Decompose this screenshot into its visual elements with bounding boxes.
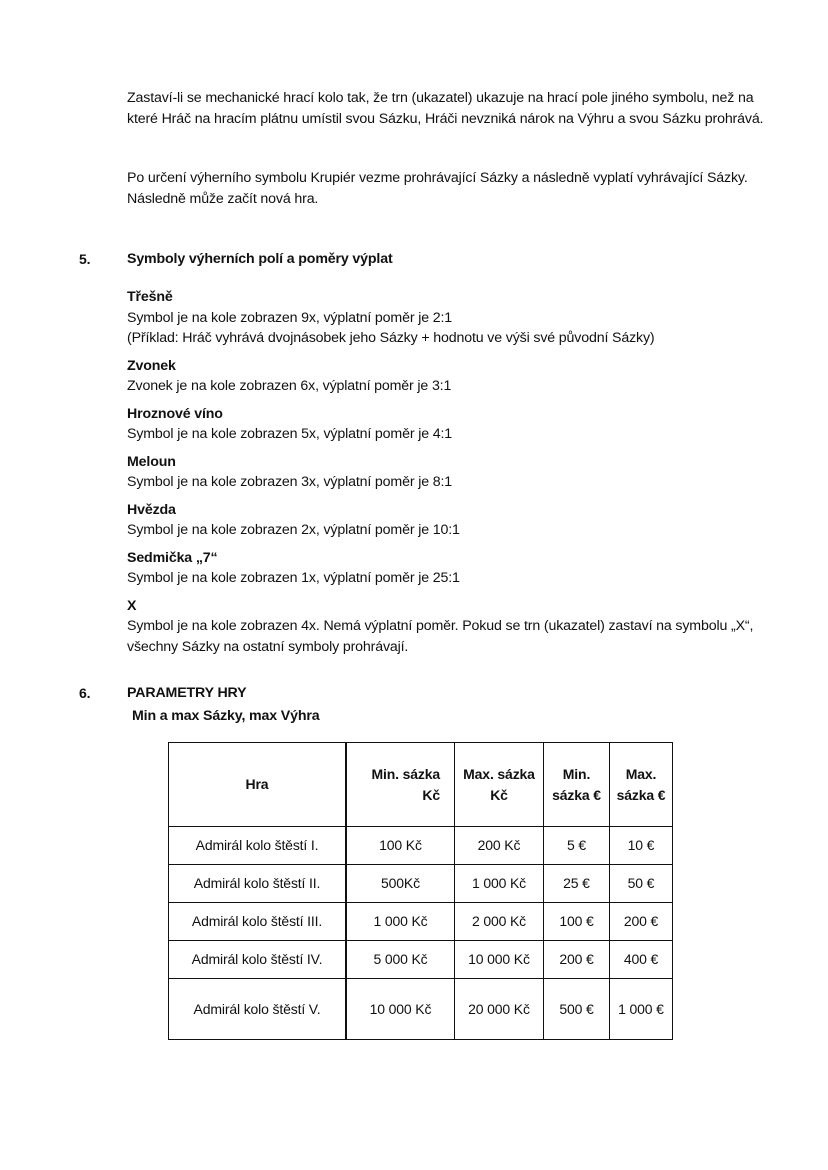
cell-max-eur: 50 € <box>610 865 673 903</box>
table-row <box>169 903 673 941</box>
symbol-example: (Příklad: Hráč vyhrává dvojnásobek jeho Sázky + hodnotu ve výši své původní Sázky) <box>127 330 655 346</box>
header-min-bet-czk: Min. sázka Kč <box>346 743 455 827</box>
cell-min-eur: 100 € <box>544 903 610 941</box>
game-parameters-table <box>168 742 673 1040</box>
cell-min-czk: 5 000 Kč <box>346 941 455 979</box>
table-row <box>169 979 673 1040</box>
table-row <box>169 941 673 979</box>
header-min-bet-eur: Min. sázka € <box>544 743 610 827</box>
cell-min-czk: 100 Kč <box>346 827 455 865</box>
cell-min-eur: 500 € <box>544 979 610 1040</box>
cell-min-eur: 5 € <box>544 827 610 865</box>
symbol-name: Meloun <box>127 453 176 470</box>
header-game: Hra <box>169 743 347 827</box>
table-row <box>169 865 673 903</box>
section-6-number: 6. <box>79 685 91 701</box>
symbol-description: Symbol je na kole zobrazen 1x, výplatní poměr je 25:1 <box>127 570 460 586</box>
cell-max-eur: 200 € <box>610 903 673 941</box>
cell-game: Admirál kolo štěstí I. <box>169 827 347 865</box>
symbol-item-grapes <box>127 404 767 445</box>
symbol-description: Symbol je na kole zobrazen 4x. Nemá výplatní poměr. Pokud se trn (ukazatel) zastaví na symbolu „X“, všechny Sázky na ostatní symboly prohrávají. <box>127 618 754 655</box>
symbol-name: Hvězda <box>127 501 176 518</box>
symbol-name: Hroznové víno <box>127 405 223 422</box>
cell-max-eur: 1 000 € <box>610 979 673 1040</box>
section-6-subtitle: Min a max Sázky, max Výhra <box>132 708 320 724</box>
symbol-description: Symbol je na kole zobrazen 2x, výplatní poměr je 10:1 <box>127 522 460 538</box>
cell-game: Admirál kolo štěstí V. <box>169 979 347 1040</box>
symbol-item-cherries <box>127 287 767 349</box>
symbol-item-melon <box>127 452 767 493</box>
cell-game: Admirál kolo štěstí IV. <box>169 941 347 979</box>
header-max-bet-czk: Max. sázka Kč <box>455 743 544 827</box>
symbol-description: Zvonek je na kole zobrazen 6x, výplatní poměr je 3:1 <box>127 378 452 394</box>
symbol-name: Sedmička „7“ <box>127 549 218 566</box>
table-row <box>169 827 673 865</box>
section-5-title: Symboly výherních polí a poměry výplat <box>127 251 393 267</box>
symbol-item-x <box>127 596 767 658</box>
cell-min-czk: 500Kč <box>346 865 455 903</box>
cell-min-eur: 200 € <box>544 941 610 979</box>
symbol-name: X <box>127 597 137 614</box>
cell-max-czk: 200 Kč <box>455 827 544 865</box>
section-6-title: PARAMETRY HRY <box>127 685 247 701</box>
cell-game: Admirál kolo štěstí III. <box>169 903 347 941</box>
symbol-name: Třešně <box>127 289 173 305</box>
cell-max-czk: 10 000 Kč <box>455 941 544 979</box>
paragraph-wheel-stop: Zastaví-li se mechanické hrací kolo tak, že trn (ukazatel) ukazuje na hrací pole jiného symbolu, než na které Hráč na hracím plátnu umístil svou Sázku, Hráči nevzniká nárok na Výhru a svou Sázku prohrává. <box>127 90 764 127</box>
symbol-description: Symbol je na kole zobrazen 5x, výplatní poměr je 4:1 <box>127 426 452 442</box>
symbol-item-star <box>127 500 767 541</box>
cell-min-czk: 10 000 Kč <box>346 979 455 1040</box>
symbol-item-seven <box>127 548 767 589</box>
section-5-number: 5. <box>79 251 91 267</box>
header-max-bet-eur: Max. sázka € <box>610 743 673 827</box>
cell-max-eur: 10 € <box>610 827 673 865</box>
table-header-row <box>169 743 673 827</box>
symbols-list <box>127 287 767 664</box>
symbol-item-bell <box>127 356 767 397</box>
cell-max-czk: 2 000 Kč <box>455 903 544 941</box>
cell-max-eur: 400 € <box>610 941 673 979</box>
symbol-description: Symbol je na kole zobrazen 9x, výplatní poměr je 2:1 <box>127 309 452 326</box>
cell-min-czk: 1 000 Kč <box>346 903 455 941</box>
symbol-description: Symbol je na kole zobrazen 3x, výplatní poměr je 8:1 <box>127 474 452 490</box>
cell-max-czk: 20 000 Kč <box>455 979 544 1040</box>
cell-game: Admirál kolo štěstí II. <box>169 865 347 903</box>
paragraph-payout: Po určení výherního symbolu Krupiér vezme prohrávající Sázky a následně vyplatí vyhrávající Sázky. Následně může začít nová hra. <box>127 170 748 207</box>
cell-max-czk: 1 000 Kč <box>455 865 544 903</box>
symbol-name: Zvonek <box>127 357 176 374</box>
cell-min-eur: 25 € <box>544 865 610 903</box>
